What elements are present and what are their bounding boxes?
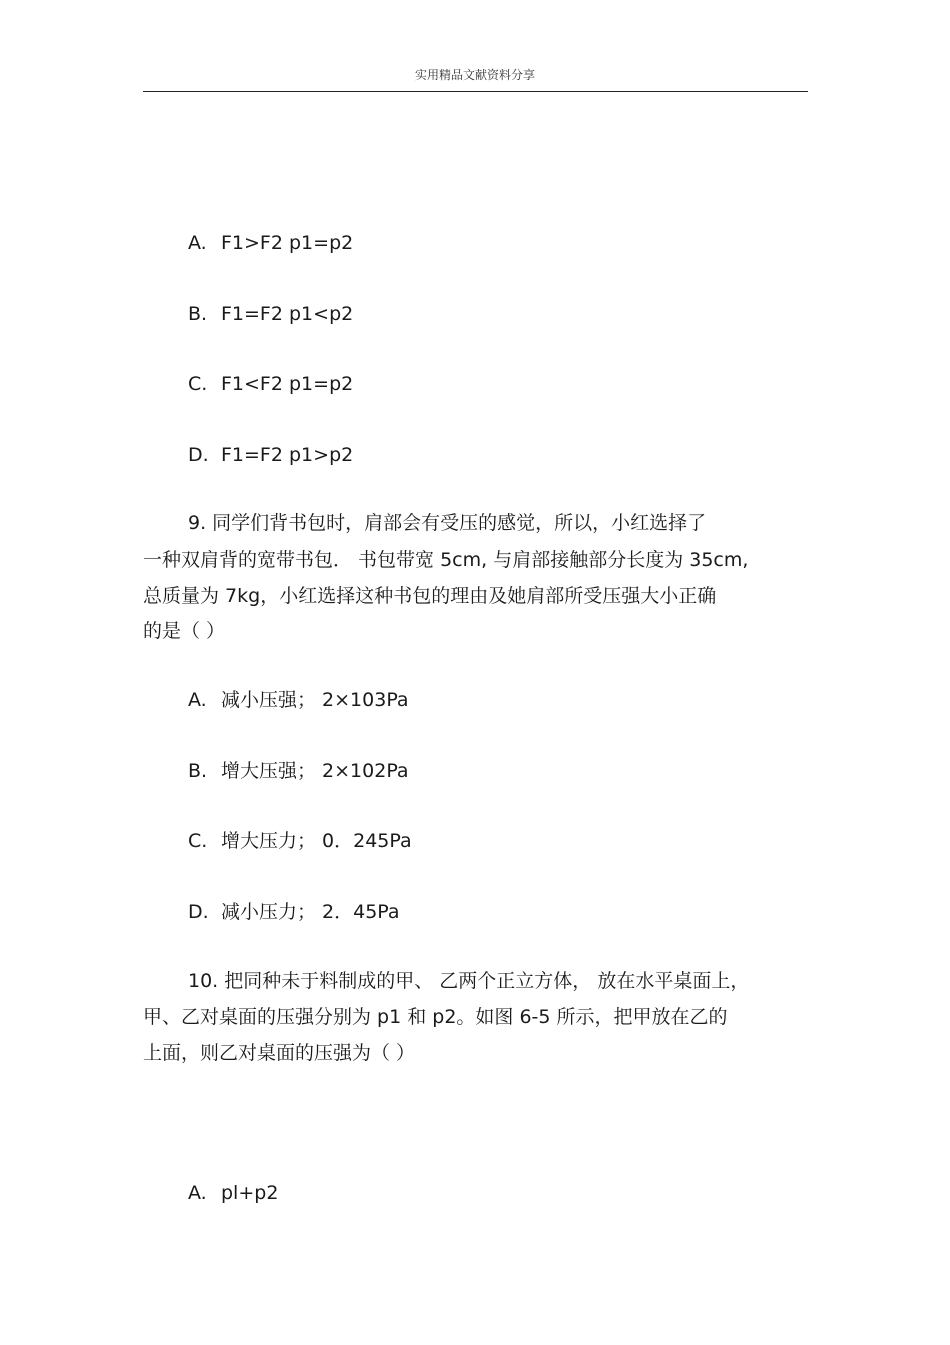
page-header: 实用精品文献资料分享 [414,68,535,82]
option-letter: A. [188,1182,207,1204]
q9-option-b [188,759,409,783]
option-letter: A. [188,689,207,711]
option-text: F1=F2 p1<p2 [221,303,354,325]
q9-option-d [188,900,400,924]
q10-stem-line-1: 10. 把同种未于料制成的甲、 乙两个正立方体， 放在水平桌面上， [188,970,750,992]
q10-stem-line-3: 上面，则乙对桌面的压强为（ ） [143,1042,416,1064]
q9-stem-line-1: 9. 同学们背书包时，肩部会有受压的感觉，所以，小红选择了 [188,512,707,534]
q8-option-b [188,302,353,326]
q8-option-a [188,231,353,255]
q9-stem-line-3: 总质量为 7kg，小红选择这种书包的理由及她肩部所受压强大小正确 [143,585,717,607]
option-text: F1<F2 p1=p2 [221,373,354,395]
q8-option-d [188,443,353,467]
option-letter: B. [188,760,208,782]
option-letter: A. [188,232,207,254]
q9-option-c [188,829,412,853]
header-rule [143,91,808,92]
q9-stem-line-2: 一种双肩背的宽带书包． 书包带宽 5cm, 与肩部接触部分长度为 35cm, [143,549,749,571]
q9-stem-line-4: 的是（ ） [143,620,226,642]
option-text: 增大压强； 2×102Pa [221,760,409,782]
q9-option-a [188,688,409,712]
option-text: F1=F2 p1>p2 [221,444,354,466]
option-text: 增大压力； 0．245Pa [221,830,412,852]
option-text: pl+p2 [221,1182,279,1204]
q10-option-a [188,1181,278,1205]
option-letter: B. [188,303,208,325]
option-text: 减小压力； 2．45Pa [221,901,400,923]
option-letter: C. [188,830,208,852]
option-text: F1>F2 p1=p2 [221,232,354,254]
q8-option-c [188,372,353,396]
option-letter: D. [188,444,209,466]
option-text: 减小压强； 2×103Pa [221,689,409,711]
option-letter: C. [188,373,208,395]
q10-stem-line-2: 甲、乙对桌面的压强分别为 p1 和 p2。如图 6-5 所示，把甲放在乙的 [143,1006,728,1028]
option-letter: D. [188,901,209,923]
